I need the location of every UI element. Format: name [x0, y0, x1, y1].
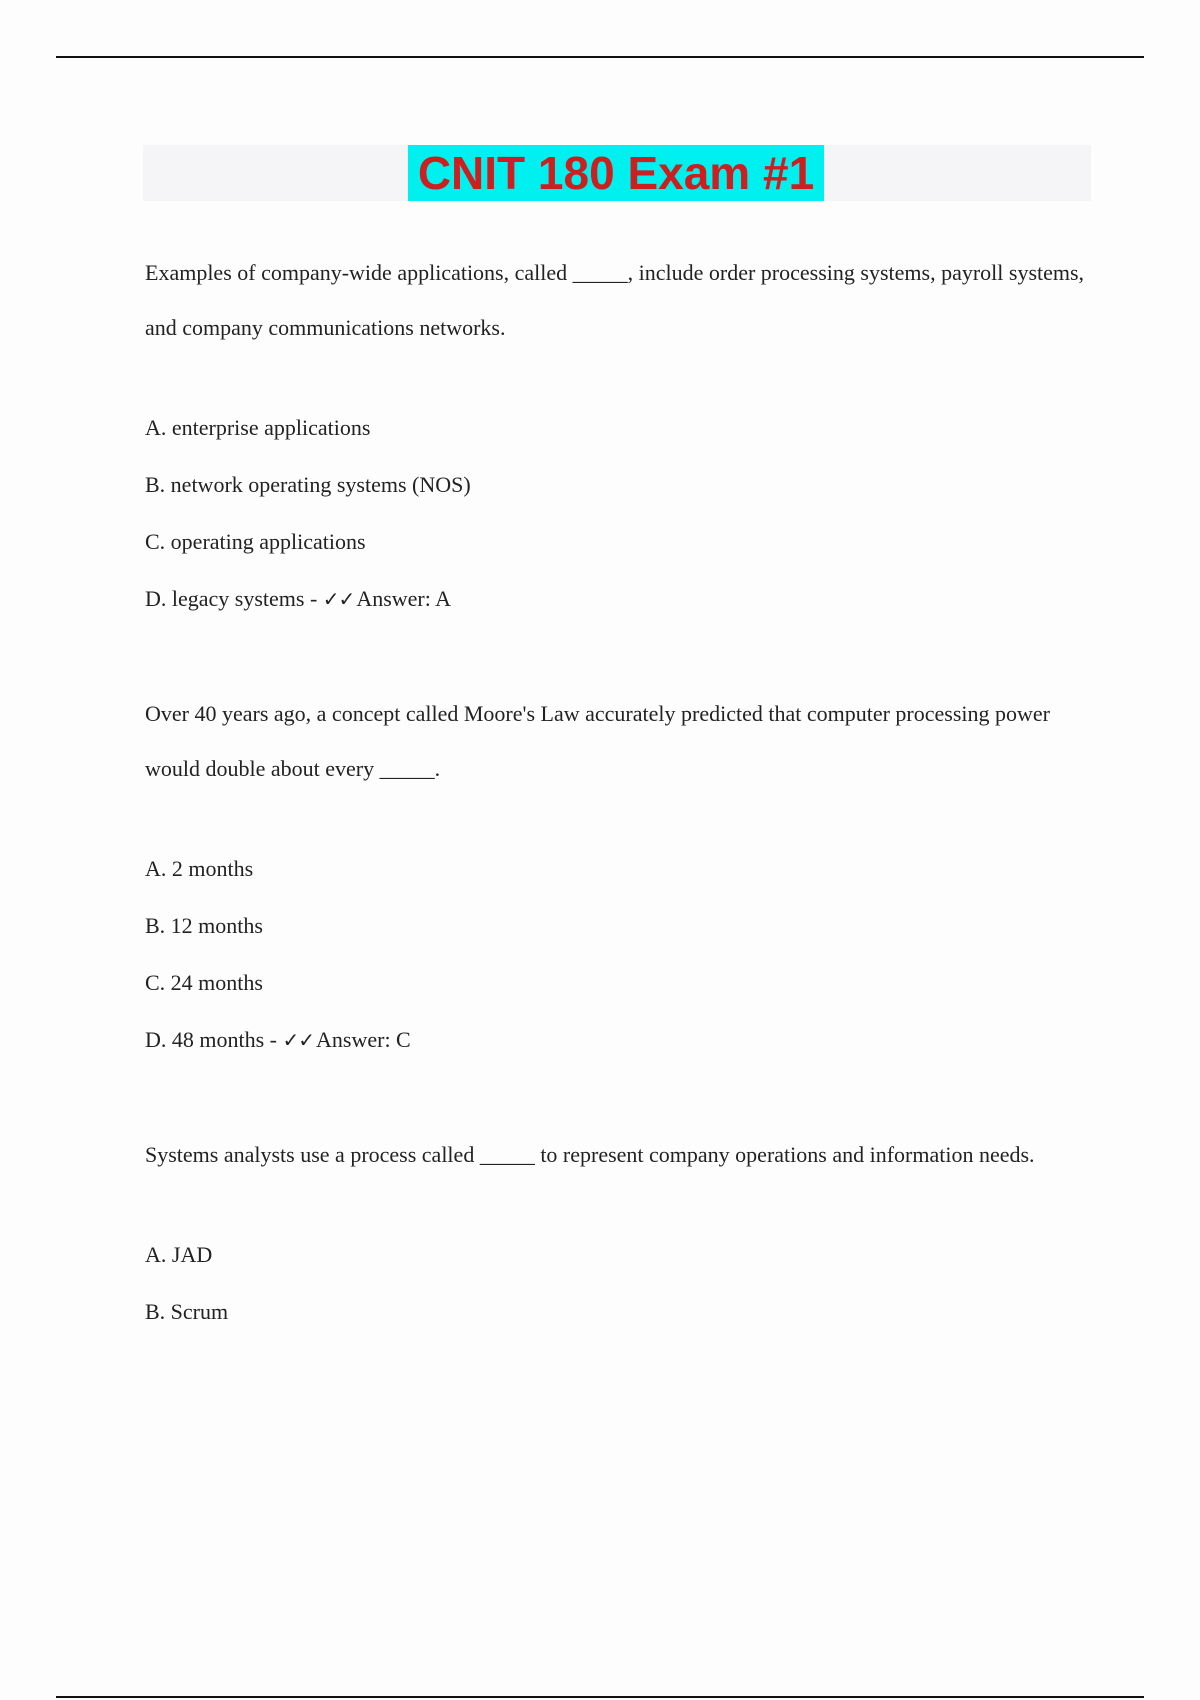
option-a: A. JAD — [145, 1242, 213, 1267]
page-title: CNIT 180 Exam #1 — [408, 145, 824, 201]
option-a: A. 2 months — [145, 856, 254, 881]
answer-options — [145, 840, 1090, 1068]
double-check-icon: ✓✓ — [282, 1028, 315, 1052]
footer-rule — [56, 1696, 1144, 1698]
answer-key: Answer: C — [316, 1027, 411, 1052]
option-c: C. 24 months — [145, 970, 263, 995]
option-d — [145, 570, 1090, 627]
option-b: B. network operating systems (NOS) — [145, 472, 471, 497]
question-stem: Systems analysts use a process called _____ to represent company operations and information needs. — [145, 1142, 1035, 1167]
question-2 — [145, 686, 1090, 1068]
answer-key: Answer: A — [356, 586, 452, 611]
option-b: B. Scrum — [145, 1299, 229, 1324]
question-spacer — [145, 1068, 1090, 1127]
option-d-text: D. legacy systems - — [145, 586, 323, 611]
question-3 — [145, 1127, 1090, 1340]
question-stem: Examples of company-wide applications, called _____, include order processing systems, payroll systems, and company communications networks. — [145, 260, 1085, 340]
option-d — [145, 1011, 1090, 1068]
option-a: A. enterprise applications — [145, 415, 371, 440]
option-c: C. operating applications — [145, 529, 366, 554]
question-list — [145, 245, 1090, 1340]
question-1 — [145, 245, 1090, 627]
question-stem: Over 40 years ago, a concept called Moore's Law accurately predicted that computer processing power would double about every _____. — [145, 701, 1050, 781]
double-check-icon: ✓✓ — [322, 587, 355, 611]
option-b: B. 12 months — [145, 913, 263, 938]
option-d-text: D. 48 months - — [145, 1027, 283, 1052]
header-rule — [56, 56, 1144, 58]
question-spacer — [145, 627, 1090, 686]
answer-options — [145, 1226, 1090, 1340]
answer-options — [145, 399, 1090, 627]
